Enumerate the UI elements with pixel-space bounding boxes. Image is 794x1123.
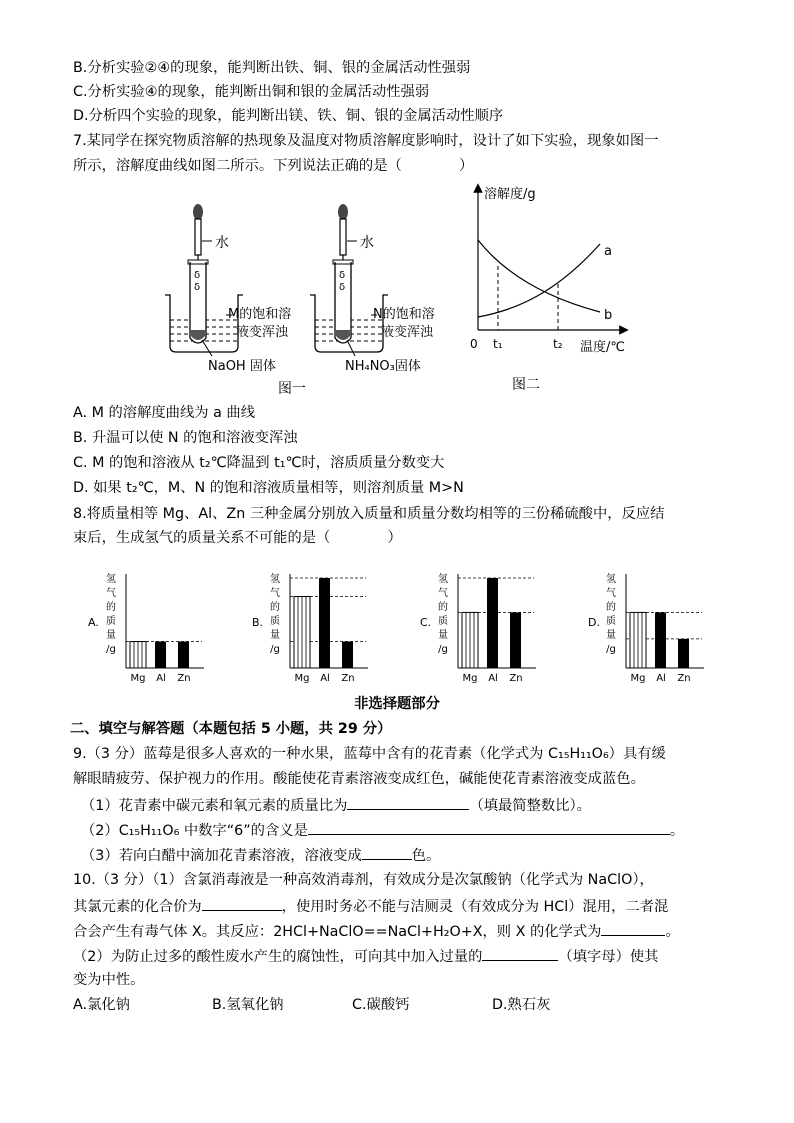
chart-category-label: Al [488, 673, 498, 684]
bar-al [487, 578, 498, 668]
bar-zn [678, 639, 689, 668]
q10-choice-a: A.氯化钠 [73, 997, 130, 1013]
chart-ylabel-char: 量 [606, 630, 616, 641]
fig2-y-label: 溶解度/g [484, 187, 536, 202]
left-drop-symbol: δ [194, 282, 201, 293]
chart-ylabel-char: 质 [270, 616, 280, 627]
figure1-caption: 图一 [278, 381, 306, 397]
chart-category-label: Al [656, 673, 666, 684]
chart-ylabel-char: 质 [438, 616, 448, 627]
q9-intro-line2: 解眼睛疲劳、保护视力的作用。酸能使花青素溶液变成红色，碱能使花青素溶液变成蓝色。 [73, 771, 645, 787]
right-dropper-tube [340, 219, 346, 255]
chart-ylabel-char: 气 [106, 588, 116, 599]
q10-line2-tail: ，使用时务必不能与洁厕灵（有效成分为 HCl）混用，二者混 [281, 899, 669, 915]
q9-sub2-tail: 。 [669, 823, 685, 839]
q8-chart-a [86, 568, 206, 688]
bar-zn [510, 612, 521, 668]
q10-choice-c: C.碳酸钙 [352, 997, 410, 1013]
chart-ylabel-char: 氢 [438, 574, 448, 585]
left-solution-label-1: M的饱和溶 [228, 307, 292, 322]
left-solid-pointer [202, 340, 212, 356]
chart-ylabel-char: 氢 [106, 574, 116, 585]
bar-al [655, 612, 666, 668]
q7-figure1 [150, 190, 480, 400]
right-solid-label: NH₄NO₃固体 [345, 359, 421, 374]
chart-ylabel-char: 的 [270, 602, 280, 613]
q9-intro-line1: 9.（3 分）蓝莓是很多人喜欢的一种水果，蓝莓中含有的花青素（化学式为 C₁₅H₁₁O₆）具有缓 [73, 746, 666, 762]
bar-zn [342, 642, 353, 668]
q8-chart-c [418, 568, 538, 688]
chart-category-label: Zn [177, 673, 191, 684]
chart-ylabel-char: 气 [438, 588, 448, 599]
chart-ylabel-char: 气 [270, 588, 280, 599]
q7-option-b: B. 升温可以使 N 的饱和溶液变浑浊 [73, 430, 298, 446]
left-solid-label: NaOH 固体 [208, 359, 276, 374]
q9-sub3-blank[interactable] [362, 844, 412, 860]
chart-ylabel-char: /g [438, 644, 448, 655]
chart-category-label: Al [156, 673, 166, 684]
q7-figure2 [462, 182, 642, 398]
chart-category-label: Mg [130, 673, 146, 684]
fig2-x-label: 温度/℃ [580, 340, 625, 355]
q10-choice-b: B.氢氧化钠 [212, 997, 284, 1013]
q7-stem-line2: 所示，溶解度曲线如图二所示。下列说法正确的是（ ） [73, 158, 474, 174]
right-solution-label-2: 液变浑浊 [381, 325, 434, 340]
q9-sub2-blank[interactable] [308, 819, 670, 835]
q9-sub2-text: （2）C₁₅H₁₁O₆ 中数字“6”的含义是 [81, 823, 308, 839]
chart-ylabel-char: 的 [438, 602, 448, 613]
curve-b [478, 240, 600, 312]
chart-ylabel-char: /g [270, 644, 280, 655]
chart-option-label: C. [420, 616, 432, 629]
q9-sub1 [81, 794, 591, 816]
figure2-caption: 图二 [512, 377, 540, 393]
q7-option-d: D. 如果 t₂℃，M、N 的饱和溶液质量相等，则溶剂质量 M>N [73, 480, 464, 496]
chart-category-label: Mg [462, 673, 478, 684]
t2-label: t₂ [553, 337, 563, 351]
chart-category-label: Zn [341, 673, 355, 684]
left-solution-label-2: 液变浑浊 [236, 325, 289, 340]
chart-ylabel-char: 氢 [606, 574, 616, 585]
right-solution-label-1: N的饱和溶 [373, 307, 435, 322]
chart-option-label: A. [88, 616, 99, 629]
chart-category-label: Al [320, 673, 330, 684]
nonselect-title: 非选择题部分 [354, 696, 440, 712]
right-solid-pointer [347, 340, 355, 356]
chart-ylabel-char: /g [106, 644, 116, 655]
q10-formula-blank[interactable] [601, 920, 665, 936]
bar-zn [178, 642, 189, 668]
q9-sub1-text: （1）花青素中碳元素和氧元素的质量比为 [81, 798, 348, 814]
left-dropper-bulb [193, 204, 203, 220]
q9-sub3-tail: 色。 [411, 848, 441, 864]
left-dropper-tube [195, 219, 201, 255]
curve-b-label: b [604, 308, 613, 323]
q6-option-d: D.分析四个实验的现象，能判断出镁、铁、铜、银的金属活动性顺序 [73, 108, 504, 124]
q10-line3 [73, 920, 680, 942]
right-water-label: 水 [360, 235, 374, 251]
q9-sub3-text: （3）若向白醋中滴加花青素溶液，溶液变成 [81, 848, 362, 864]
q9-sub1-tail: （填最简整数比）。 [469, 798, 591, 814]
q9-sub3 [81, 844, 440, 866]
section-heading: 二、填空与解答题（本题包括 5 小题，共 29 分） [70, 721, 392, 737]
bar-al [155, 642, 166, 668]
q9-sub2 [81, 819, 684, 841]
q6-option-c: C.分析实验④的现象，能判断出铜和银的金属活动性强弱 [73, 84, 430, 100]
q10-line2 [73, 895, 668, 917]
right-dropper-bulb [338, 204, 348, 220]
q8-stem-line2: 束后，生成氢气的质量关系不可能的是（ ） [73, 530, 402, 546]
chart-option-label: B. [252, 616, 264, 629]
curve-a-label: a [604, 244, 612, 259]
chart-category-label: Mg [294, 673, 310, 684]
chart-option-label: D. [588, 616, 600, 629]
chart-ylabel-char: 量 [106, 630, 116, 641]
t1-label: t₁ [493, 337, 503, 351]
q10-line1: 10.（3 分）（1）含氯消毒液是一种高效消毒剂，有效成分是次氯酸钠（化学式为 NaClO）， [73, 872, 654, 888]
right-drop-symbol: δ [339, 282, 346, 293]
q10-line3-tail: 。 [665, 924, 680, 940]
q10-line2-text: 其氯元素的化合价为 [73, 899, 202, 915]
bar-al [319, 578, 330, 668]
q10-line3-text: 合会产生有毒气体 X。其反应：2HCl+NaClO==NaCl+H₂O+X，则 X 的化学式为 [73, 924, 602, 940]
q10-line4 [73, 945, 658, 967]
q8-stem-line1: 8.将质量相等 Mg、Al、Zn 三种金属分别放入质量和质量分数均相等的三份稀硫酸中，反应结 [73, 506, 665, 522]
left-water-label: 水 [215, 235, 229, 251]
left-beaker-setup [165, 204, 291, 374]
q10-choice-blank[interactable] [482, 945, 558, 961]
chart-category-label: Mg [630, 673, 646, 684]
chart-ylabel-char: 量 [270, 630, 280, 641]
chart-ylabel-char: 气 [606, 588, 616, 599]
q7-stem-line1: 7.某同学在探究物质溶解的热现象及温度对物质溶解度影响时，设计了如下实验，现象如图一 [73, 133, 659, 149]
q10-line4-text: （2）为防止过多的酸性废水产生的腐蚀性，可向其中加入过量的 [73, 949, 483, 965]
q8-chart-b [250, 568, 370, 688]
q7-option-c: C. M 的饱和溶液从 t₂℃降温到 t₁℃时，溶质质量分数变大 [73, 455, 445, 471]
chart-ylabel-char: 量 [438, 630, 448, 641]
chart-ylabel-char: /g [606, 644, 616, 655]
right-beaker-setup [310, 204, 435, 374]
left-drop-symbol: δ [194, 270, 201, 281]
q10-choice-d: D.熟石灰 [492, 997, 551, 1013]
chart-category-label: Zn [677, 673, 691, 684]
chart-ylabel-char: 的 [106, 602, 116, 613]
fig2-origin: 0 [470, 337, 478, 351]
chart-category-label: Zn [509, 673, 523, 684]
q10-line4-tail: （填字母）使其 [558, 949, 659, 965]
q6-option-b: B.分析实验②④的现象，能判断出铁、铜、银的金属活动性强弱 [73, 60, 471, 76]
chart-ylabel-char: 的 [606, 602, 616, 613]
right-drop-symbol: δ [339, 270, 346, 281]
chart-ylabel-char: 质 [106, 616, 116, 627]
chart-ylabel-char: 质 [606, 616, 616, 627]
q10-valence-blank[interactable] [202, 895, 282, 911]
q10-line5: 变为中性。 [73, 972, 145, 988]
q9-sub1-blank[interactable] [347, 794, 469, 810]
chart-ylabel-char: 氢 [270, 574, 280, 585]
q8-chart-d [586, 568, 706, 688]
q7-option-a: A. M 的溶解度曲线为 a 曲线 [73, 405, 256, 421]
